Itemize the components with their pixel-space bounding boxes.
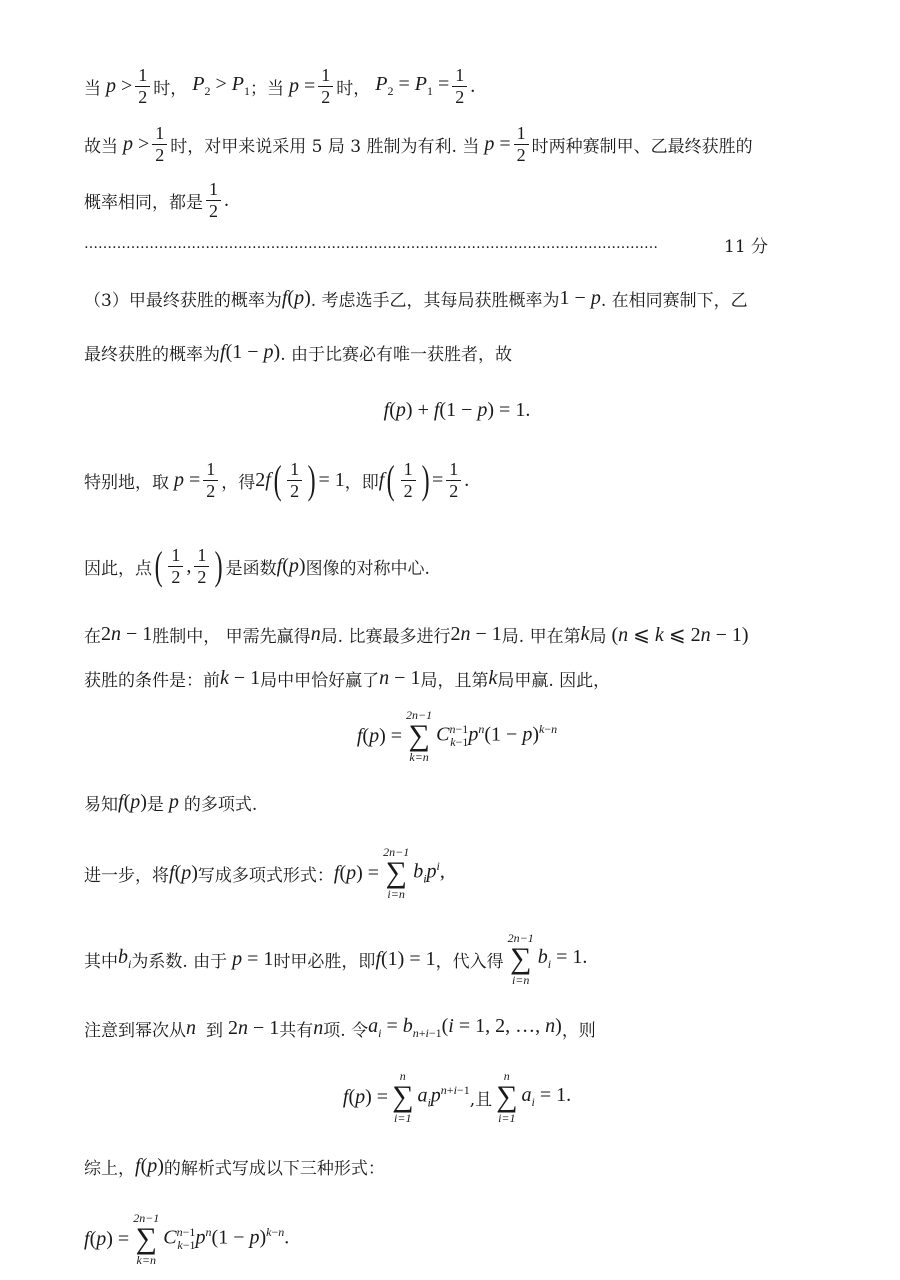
line-6: 特别地，取 p = $\frac{1}{2}$ ，得 2f ( 1 2 ) = 1 ，即 f ( 1 2 ) = $\frac{1}{2}$ . bbox=[84, 457, 470, 502]
line-10: 易知 f(p) 是 p 的多项式. bbox=[84, 790, 258, 815]
line-11: 进一步，将 f(p) 写成多项式形式： f(p) = 2n−1 ∑ i=n $b_ip^i$, bbox=[84, 845, 445, 901]
line-1: 当 p > 1 2 时， $P_2 > P_1$ ；当 p = $\frac{1}{2}$ 时， $P_2 = P_1$ = $\frac{1}{2}$ . bbox=[84, 64, 476, 107]
line-15: 综上， f(p) 的解析式写成以下三种形式： bbox=[84, 1154, 385, 1179]
line-5: 最终获胜的概率为 f(1 − p) . 由于比赛必有唯一获胜者，故 bbox=[84, 340, 512, 365]
score-line: …………………………………………………………………………………………………………… 11 分 bbox=[84, 226, 830, 262]
equation-sum-binomial: f(p) = 2n−1 ∑ k=n $C^{n-1}_{k-1}p^n(1 - p)^{k-n}$ bbox=[356, 708, 558, 764]
line-2: 故当 p > 1 2 时，对甲来说采用 5 局 3 胜制为有利. 当 p = $\frac{1}{2}$ 时两种赛制甲、乙最终获胜的 bbox=[84, 122, 753, 165]
line-12: 其中 $b_i$ 为系数. 由于 p = 1 时甲必胜，即 f(1) = 1 ，代入得 2n−1 ∑ i=n $b_i = 1$. bbox=[84, 931, 588, 987]
equation-a-form: f(p) = n ∑ i=1 $a_ip^{n+i-1}$ ,且 n ∑ i=1 $a_i = 1$. bbox=[342, 1069, 572, 1125]
line-3: 概率相同，都是 1 2 . bbox=[84, 178, 229, 221]
line-4: （3）甲最终获胜的概率为 f(p) . 考虑选手乙，其每局获胜概率为 1 − p . 在相同赛制下，乙 bbox=[84, 286, 748, 311]
fraction-one-half: 1 2 bbox=[135, 66, 150, 107]
score-value: 11 分 bbox=[724, 236, 769, 257]
line-7: 因此，点 ( 1 2 , 1 2 ) 是函数 f(p) 图像的对称中心. bbox=[84, 543, 430, 588]
line-13: 注意到幂次从 n 到 2n − 1 共有 n 项. 令 $a_i = b_{n+i-1}(i = 1$, 2, …, n) ，则 bbox=[84, 1015, 596, 1041]
equation-symmetry: f(p) + f(1 − p) = 1. bbox=[383, 398, 531, 421]
line-9: 获胜的条件是：前 k − 1 局中甲恰好赢了 n − 1 局，且第 k 局甲赢. 因此， bbox=[84, 666, 611, 691]
line-8: 在 2n − 1 胜制中， 甲需先赢得 n 局. 比赛最多进行 2n − 1 局. 甲在第 k 局 (n ⩽ k ⩽ 2n − 1) bbox=[84, 622, 749, 647]
equation-final: f(p) = 2n−1 ∑ k=n $C^{n-1}_{k-1}p^n(1 - p)^{k-n}$. bbox=[84, 1211, 290, 1267]
